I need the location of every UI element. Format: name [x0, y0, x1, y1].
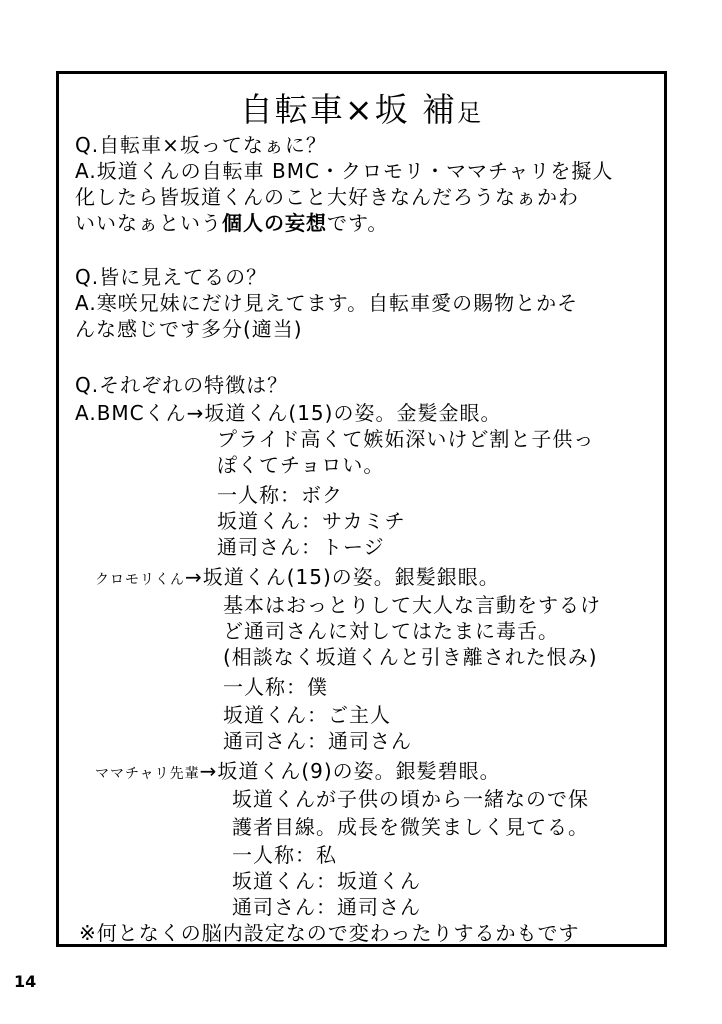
bmc-detail: ぽくてチョロい。: [217, 453, 385, 477]
faq-question-3: Q.それぞれの特徴は？: [75, 373, 289, 397]
kuromori-detail: 基本はおっとりして大人な言動をするけ: [223, 593, 601, 617]
faq-answer-1-line-3: [75, 210, 388, 236]
mamachari-detail: 坂道くんが子供の頃から一緒なので保: [232, 787, 589, 811]
kuromori-heading: [95, 564, 500, 593]
mamachari-head-text: →坂道くん(9)の姿。銀髪碧眼。: [199, 759, 501, 783]
mamachari-heading: [95, 758, 501, 787]
kuromori-detail: 一人称：僕: [223, 675, 328, 699]
mamachari-detail: 一人称：私: [232, 843, 337, 867]
kuromori-head-text: →坂道くん(15)の姿。銀髪銀眼。: [185, 565, 500, 589]
title-main: 自転車×坂 補: [239, 90, 458, 129]
page-title: [59, 84, 664, 131]
bmc-detail: 通司さん：トージ: [217, 535, 385, 559]
bmc-detail: 坂道くん：サカミチ: [217, 509, 406, 533]
mamachari-label: ママチャリ先輩: [95, 766, 200, 782]
kuromori-label: クロモリくん: [95, 572, 185, 588]
kuromori-detail: (相談なく坂道くんと引き離された恨み): [223, 645, 598, 669]
kuromori-detail: 通司さん：通司さん: [223, 729, 412, 753]
kuromori-detail: ど通司さんに対してはたまに毒舌。: [223, 619, 559, 643]
kuromori-detail: 坂道くん：ご主人: [223, 703, 391, 727]
page-number: 14: [14, 972, 37, 991]
answer-text: いいなぁという: [75, 211, 222, 235]
answer-text-end: です。: [327, 211, 389, 235]
bmc-heading: A.BMCくん→坂道くん(15)の姿。金髪金眼。: [75, 401, 502, 425]
emphasis-text: 個人の妄想: [222, 211, 327, 235]
bmc-detail: プライド高くて嫉妬深いけど割と子供っ: [217, 427, 595, 451]
mamachari-detail: 護者目線。成長を微笑ましく見てる。: [232, 815, 589, 839]
faq-answer-1-line-1: A.坂道くんの自転車 BMC・クロモリ・ママチャリを擬人: [75, 159, 614, 183]
bmc-detail: 一人称：ボク: [217, 483, 343, 507]
title-small: 足: [457, 99, 484, 127]
content-frame: [56, 71, 667, 947]
faq-answer-2-line-2: んな感じです多分(適当): [75, 317, 303, 341]
footnote: ※何となくの脳内設定なので変わったりするかもです: [79, 921, 580, 945]
faq-answer-1-line-2: 化したら皆坂道くんのこと大好きなんだろうなぁかわ: [75, 185, 579, 209]
mamachari-detail: 通司さん：通司さん: [232, 895, 421, 919]
faq-answer-2-line-1: A.寒咲兄妹にだけ見えてます。自転車愛の賜物とかそ: [75, 291, 579, 315]
faq-question-2: Q.皆に見えてるの？: [75, 265, 268, 289]
faq-question-1: Q.自転車×坂ってなぁに？: [75, 133, 327, 157]
mamachari-detail: 坂道くん：坂道くん: [232, 869, 421, 893]
